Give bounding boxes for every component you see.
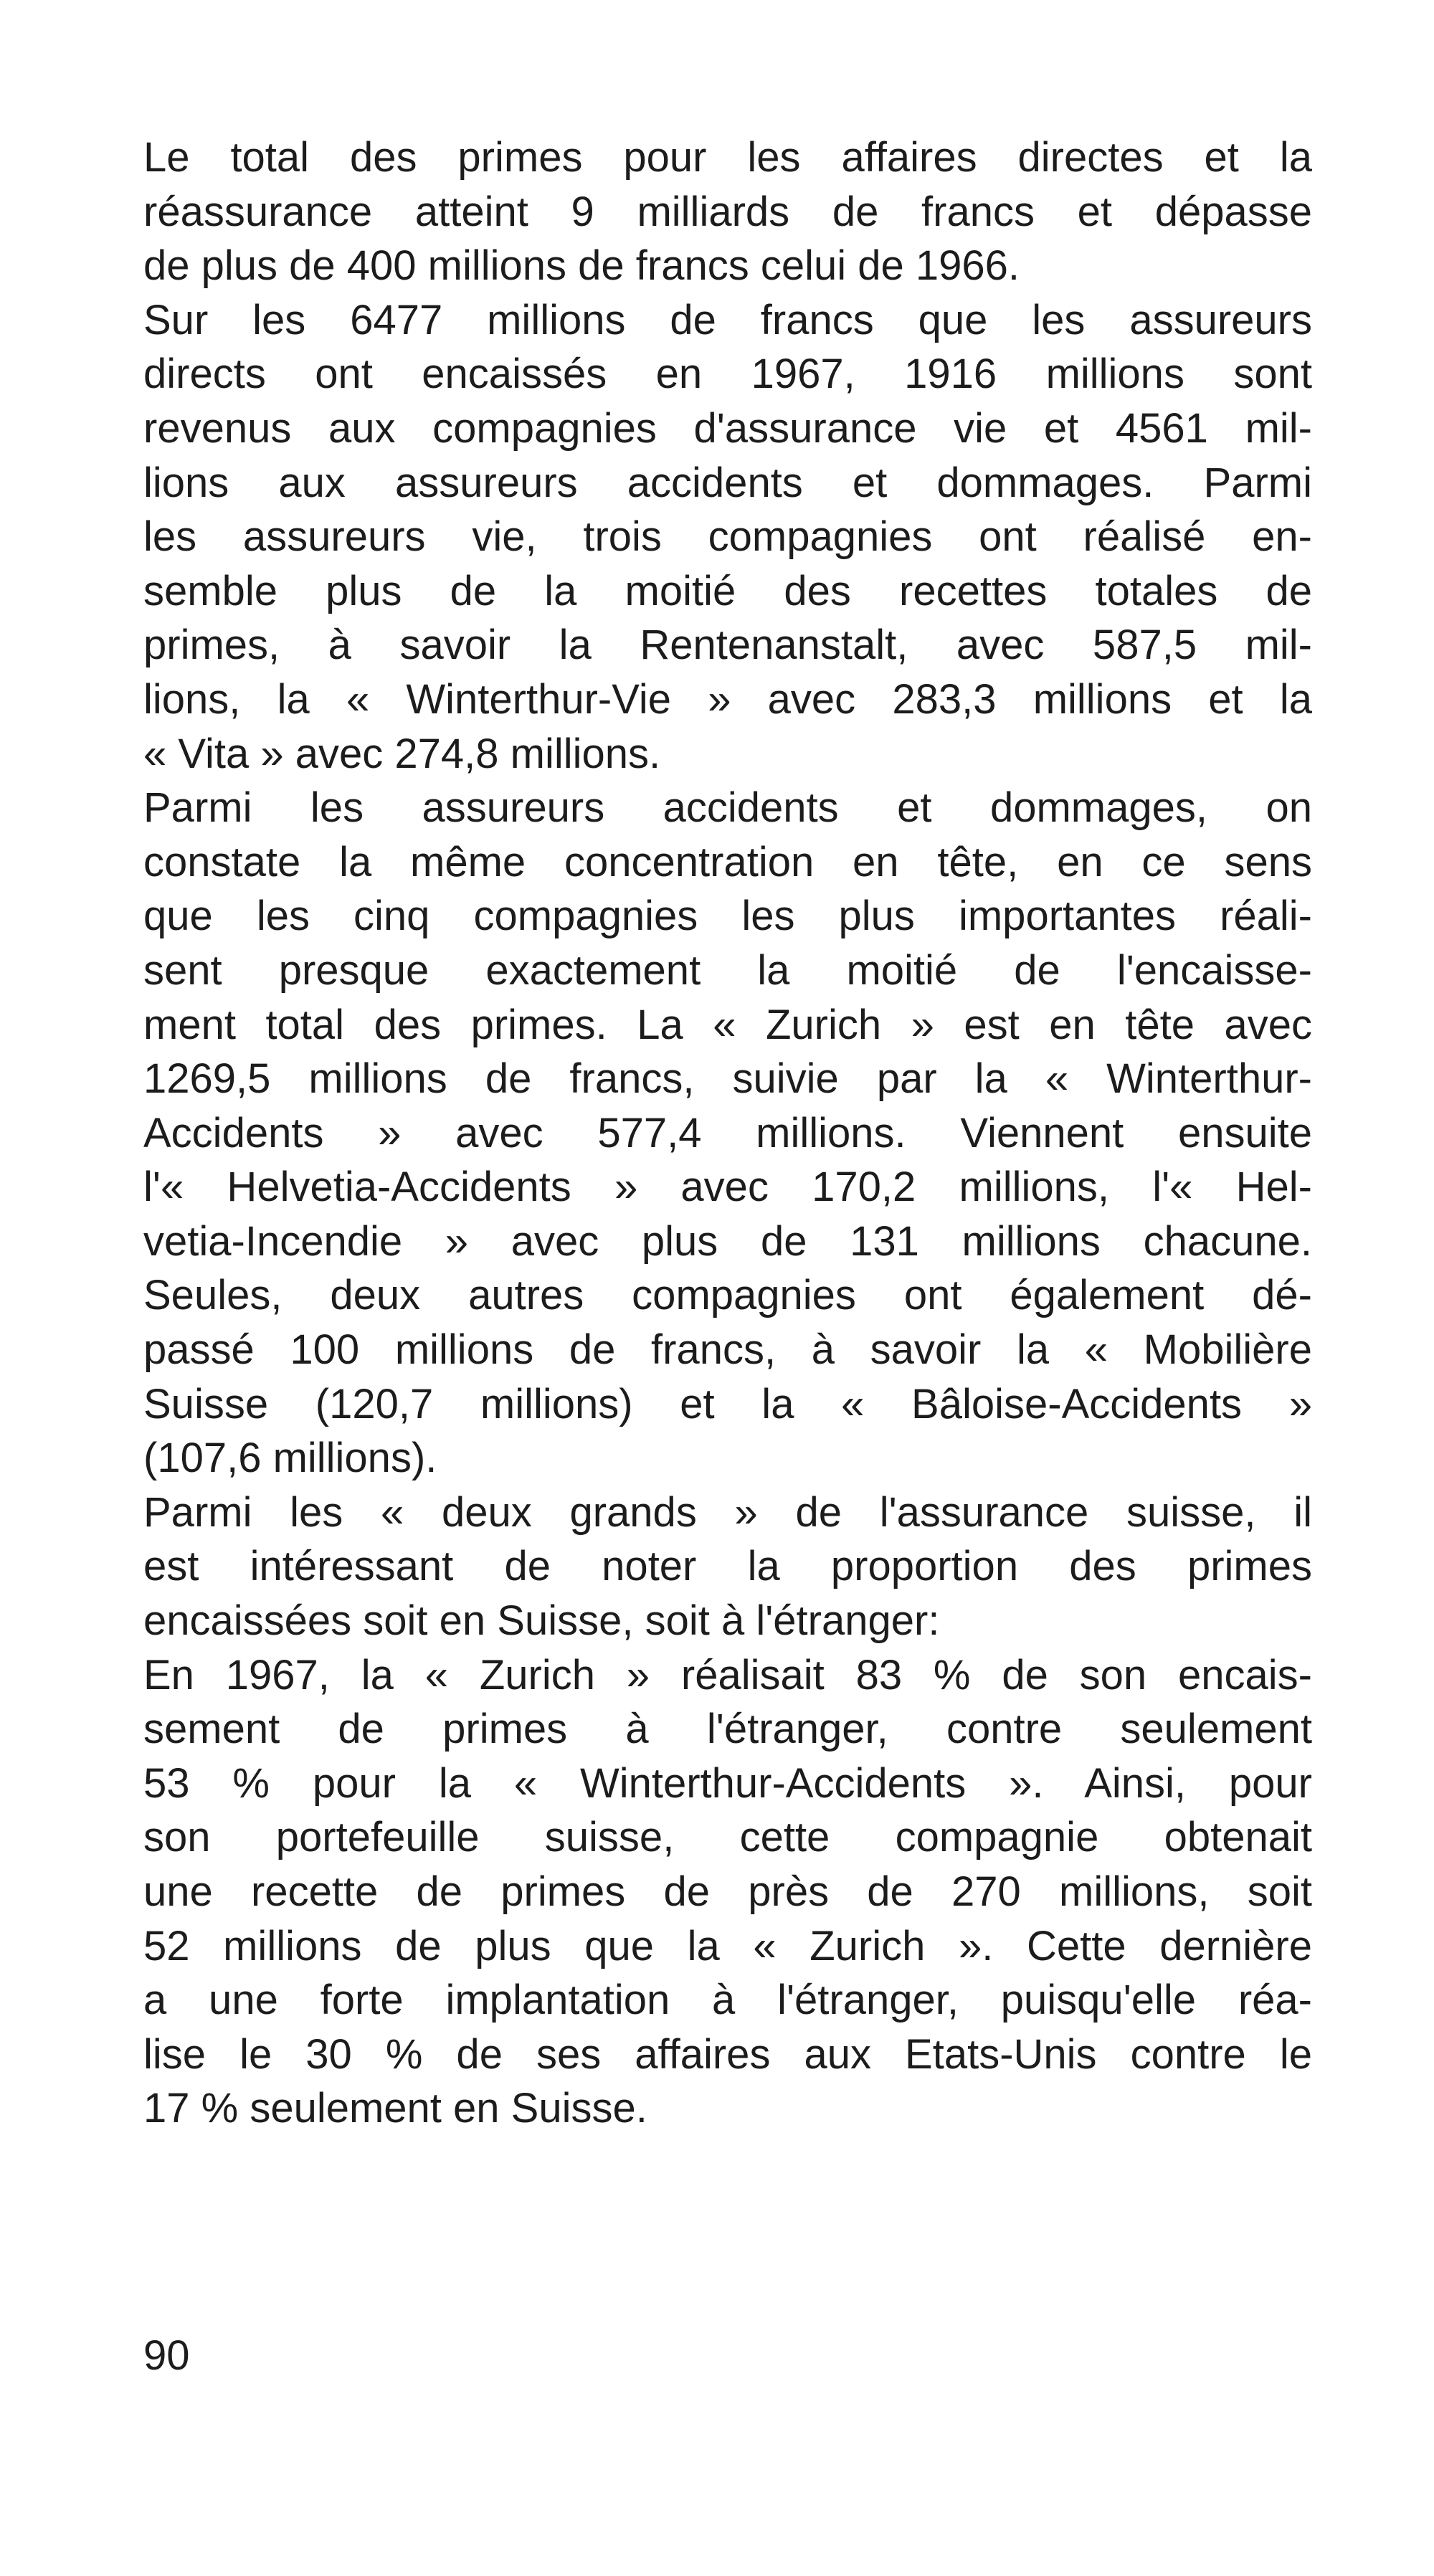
text-line: Accidents » avec 577,4 millions. Viennent ensuite [143, 1109, 1312, 1156]
text-line: réassurance atteint 9 milliards de francs et dépasse [143, 188, 1312, 235]
text-line: une recette de primes de près de 270 millions, soit [143, 1868, 1312, 1915]
text-line: directs ont encaissés en 1967, 1916 millions sont [143, 351, 1312, 398]
text-line: l'« Helvetia-Accidents » avec 170,2 millions, l'« Hel- [143, 1164, 1312, 1211]
text-line: revenus aux compagnies d'assurance vie et 4561 mil- [143, 404, 1312, 452]
body-text [143, 130, 1312, 2136]
text-line: semble plus de la moitié des recettes totales de [143, 567, 1312, 614]
text-line: sement de primes à l'étranger, contre seulement [143, 1706, 1312, 1753]
text-line: a une forte implantation à l'étranger, puisqu'elle réa- [143, 1977, 1312, 2024]
text-line: Seules, deux autres compagnies ont également dé- [143, 1272, 1312, 1319]
text-line: lise le 30 % de ses affaires aux Etats-Unis contre le [143, 2030, 1312, 2078]
text-line: constate la même concentration en tête, en ce sens [143, 838, 1312, 885]
text-line: est intéressant de noter la proportion des primes [143, 1543, 1312, 1590]
text-line: son portefeuille suisse, cette compagnie obtenait [143, 1814, 1312, 1861]
paragraph-last-line: 17 % seulement en Suisse. [143, 2085, 647, 2132]
text-line: Parmi les assureurs accidents et dommages, on [143, 784, 1312, 832]
text-line: ment total des primes. La « Zurich » est en tête avec [143, 1001, 1312, 1048]
text-line: Sur les 6477 millions de francs que les assureurs [143, 296, 1312, 343]
text-line: lions aux assureurs accidents et dommages. Parmi [143, 459, 1312, 506]
paragraph-last-line: (107,6 millions). [143, 1435, 437, 1482]
text-line: lions, la « Winterthur-Vie » avec 283,3 millions et la [143, 675, 1312, 723]
text-line: les assureurs vie, trois compagnies ont réalisé en- [143, 513, 1312, 561]
paragraph-last-line: de plus de 400 millions de francs celui de 1966. [143, 242, 1020, 290]
text-line: 52 millions de plus que la « Zurich ». Cette dernière [143, 1922, 1312, 1969]
text-line: Suisse (120,7 millions) et la « Bâloise-Accidents » [143, 1380, 1312, 1427]
text-line: Parmi les « deux grands » de l'assurance suisse, il [143, 1488, 1312, 1536]
paragraph-last-line: encaissées soit en Suisse, soit à l'étranger: [143, 1597, 940, 1645]
text-line: Le total des primes pour les affaires directes et la [143, 134, 1312, 181]
text-line: 53 % pour la « Winterthur-Accidents ». Ainsi, pour [143, 1759, 1312, 1807]
text-line: En 1967, la « Zurich » réalisait 83 % de son encais- [143, 1651, 1312, 1698]
text-line: sent presque exactement la moitié de l'encaisse- [143, 946, 1312, 994]
paragraph-last-line: « Vita » avec 274,8 millions. [143, 730, 661, 777]
text-line: primes, à savoir la Rentenanstalt, avec 587,5 mil- [143, 622, 1312, 669]
text-line: 1269,5 millions de francs, suivie par la « Winterthur- [143, 1055, 1312, 1103]
text-line: que les cinq compagnies les plus importantes réali- [143, 893, 1312, 940]
page-number: 90 [143, 2332, 190, 2379]
text-line: passé 100 millions de francs, à savoir la « Mobilière [143, 1326, 1312, 1374]
text-line: vetia-Incendie » avec plus de 131 millions chacune. [143, 1217, 1312, 1265]
